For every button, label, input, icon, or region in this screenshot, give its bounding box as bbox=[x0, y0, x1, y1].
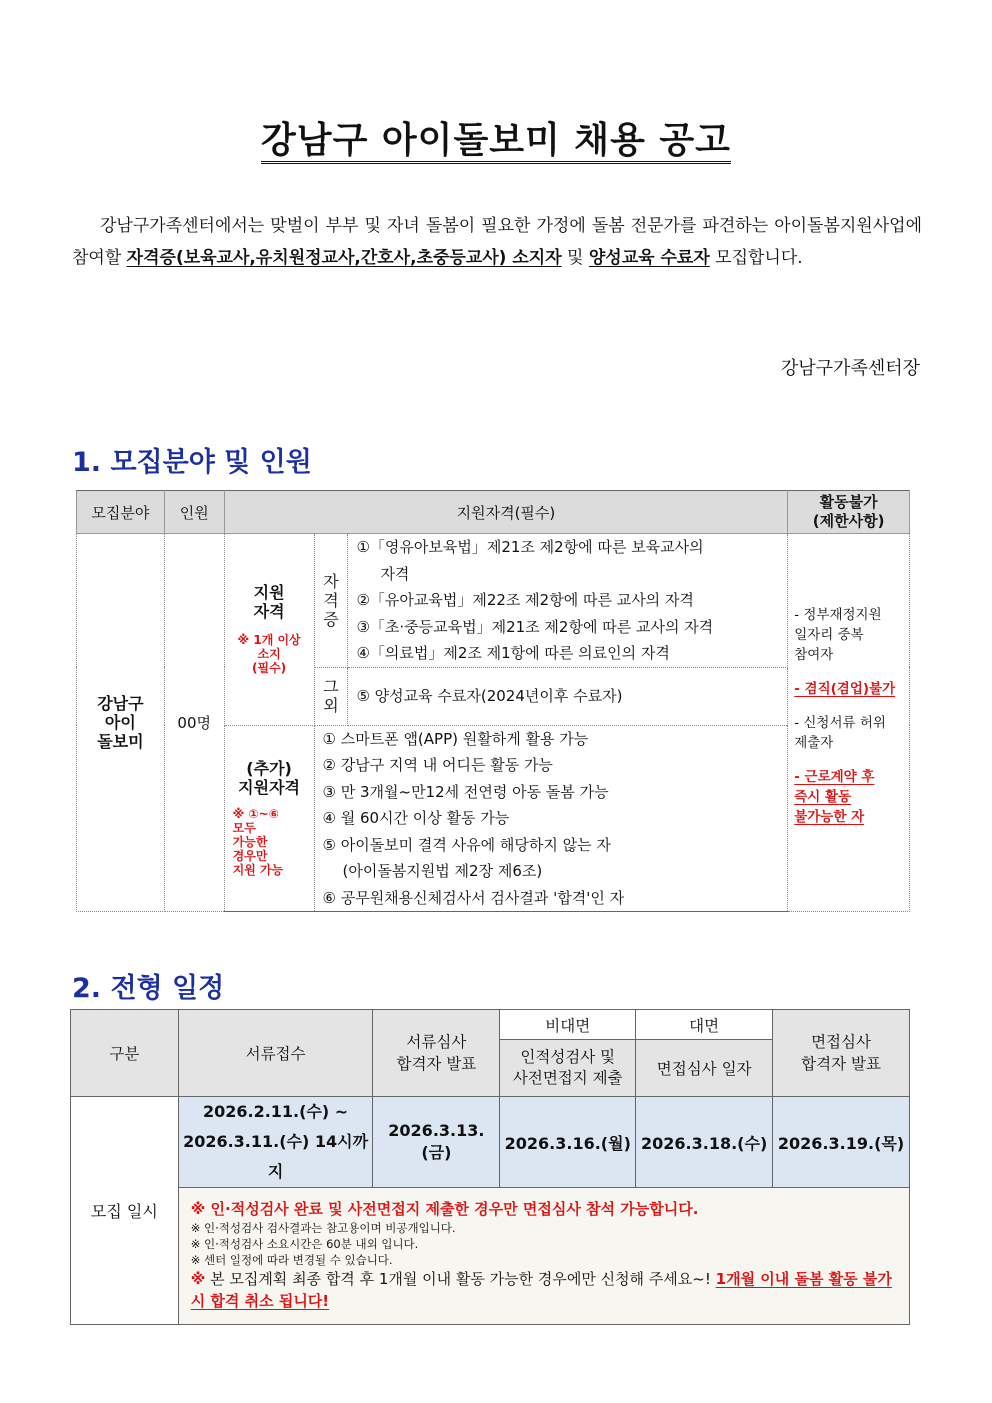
section1-heading: 1. 모집분야 및 인원 bbox=[72, 447, 312, 478]
header-final: 면접심사 합격자 발표 bbox=[773, 1010, 910, 1097]
signature: 강남구가족센터장 bbox=[780, 358, 920, 379]
date-aptitude: 2026.3.16.(월) bbox=[500, 1097, 636, 1188]
extra-item: ④ 월 60시간 이상 활동 가능 bbox=[322, 809, 510, 827]
section2-heading: 2. 전형 일정 bbox=[72, 973, 225, 1004]
extra-item: ① 스마트폰 앱(APP) 원활하게 활용 가능 bbox=[322, 729, 589, 748]
extra-item: ③ 만 3개월~만12세 전연령 아동 돌봄 가능 bbox=[322, 782, 609, 801]
limit-item: - 근로계약 후 즉시 활동 불가능한 자 bbox=[794, 768, 875, 825]
other-label: 그 외 bbox=[314, 667, 348, 725]
recruit-table-header bbox=[77, 491, 910, 534]
headcount: 00명 bbox=[164, 534, 224, 912]
intro-paragraph: 강남구가족센터에서는 맞벌이 부부 및 자녀 돌봄이 필요한 가정에 돌봄 전문가를 파견하는 아이돌봄지원사업에 참여할 자격증(보육교사,유치원정교사,간호사,초중등교사) 소지자 및 양성교육 수료자 모집합니다. bbox=[72, 216, 922, 268]
other-item: ⑤ 양성교육 수료자(2024년이후 수료자) bbox=[348, 667, 788, 725]
header-nonface: 비대면 bbox=[500, 1010, 636, 1040]
group2-title: (추가) 지원자격 bbox=[238, 759, 300, 798]
cert-item: ②「유아교육법」제22조 제2항에 따른 교사의 자격 bbox=[356, 591, 694, 609]
field-name: 강남구 아이 돌보미 bbox=[77, 534, 165, 912]
group2-note: ※ ①~⑥ 모두 가능한 경우만 지원 가능 bbox=[232, 807, 284, 878]
cert-item: 자격 bbox=[380, 564, 410, 583]
date-interview: 2026.3.18.(수) bbox=[636, 1097, 773, 1188]
limit-item: - 신청서류 허위 제출자 bbox=[794, 714, 886, 751]
note: ※ 인·적성검사 소요시간은 60분 내외 입니다. bbox=[190, 1237, 419, 1251]
limit-cell bbox=[788, 534, 910, 912]
header-category: 구분 bbox=[71, 1010, 179, 1097]
header-limit: 활동불가 (제한사항) bbox=[788, 491, 910, 534]
group1-note: ※ 1개 이상 소지 (필수) bbox=[237, 633, 301, 676]
page-title: 강남구 아이돌보미 채용 공고 bbox=[0, 112, 992, 163]
schedule-notes bbox=[178, 1188, 909, 1325]
limit-item: - 겸직(겸업)불가 bbox=[794, 680, 896, 697]
extra-item: ⑤ 아이돌보미 결격 사유에 해당하지 않는 자 bbox=[322, 835, 611, 854]
group2-cell bbox=[224, 725, 314, 912]
cert-items bbox=[348, 534, 788, 668]
extra-items bbox=[314, 725, 788, 912]
row-label: 모집 일시 bbox=[71, 1097, 179, 1325]
cert-item: ④「의료법」제2조 제1항에 따른 의료인의 자격 bbox=[356, 644, 670, 662]
header-face: 대면 bbox=[636, 1010, 773, 1040]
group1-title: 지원 자격 bbox=[253, 583, 285, 622]
note: ※ 본 모집계획 최종 합격 후 1개월 이내 활동 가능한 경우에만 신청해 주세요~! 1개월 이내 돌봄 활동 불가 시 합격 취소 됩니다! bbox=[190, 1270, 892, 1310]
header-field: 모집분야 bbox=[77, 491, 165, 534]
cert-item: ③「초·중등교육법」제21조 제2항에 따른 교사의 자격 bbox=[356, 617, 714, 636]
date-final: 2026.3.19.(목) bbox=[773, 1097, 910, 1188]
date-doc-result: 2026.3.13.(금) bbox=[373, 1097, 500, 1188]
recruit-table bbox=[76, 490, 910, 912]
extra-item: ⑥ 공무원채용신체검사서 검사결과 '합격'인 자 bbox=[322, 888, 625, 907]
date-doc: 2026.2.11.(수) ~ 2026.3.11.(수) 14시까지 bbox=[178, 1097, 373, 1188]
header-doc: 서류접수 bbox=[178, 1010, 373, 1097]
header-aptitude: 인적성검사 및 사전면접지 제출 bbox=[500, 1040, 636, 1097]
header-doc-result: 서류심사 합격자 발표 bbox=[373, 1010, 500, 1097]
limit-item: - 정부재정지원 일자리 중복 참여자 bbox=[794, 606, 882, 663]
cert-label: 자 격 증 bbox=[314, 534, 348, 668]
cert-item: ①「영유아보육법」제21조 제2항에 따른 보육교사의 bbox=[356, 538, 704, 556]
extra-item: (아이돌봄지원법 제2장 제6조) bbox=[342, 862, 543, 880]
header-requirements: 지원자격(필수) bbox=[224, 491, 788, 534]
header-interview: 면접심사 일자 bbox=[636, 1040, 773, 1097]
schedule-table bbox=[70, 1009, 910, 1325]
note: ※ 인·적성검사 검사결과는 참고용이며 비공개입니다. bbox=[190, 1221, 456, 1235]
extra-item: ② 강남구 지역 내 어디든 활동 가능 bbox=[322, 756, 553, 774]
note: ※ 인·적성검사 완료 및 사전면접지 제출한 경우만 면접심사 참석 가능합니다. bbox=[190, 1200, 699, 1218]
note: ※ 센터 일정에 따라 변경될 수 있습니다. bbox=[190, 1253, 393, 1267]
group1-cell bbox=[224, 534, 314, 726]
header-count: 인원 bbox=[164, 491, 224, 534]
